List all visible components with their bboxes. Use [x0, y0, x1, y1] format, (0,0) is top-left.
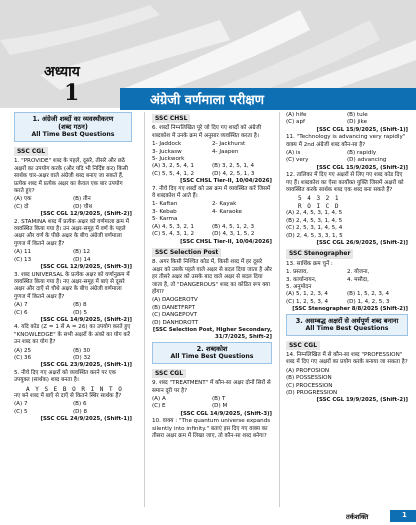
question-source: [SSC Selection Post, Higher Secondary, 31/7/2025, Shift-2]	[152, 326, 272, 341]
question-text: 2. STAMINA शब्द में प्रत्येक अक्षर को वर्णमाला क्रम में व्यवस्थित किया गया है। उन अक्षर-समूह में वर्ण के पहले अक्षर और वर्ण के पीछे अक्षर के बीच अंग्रेजी वर्णमाला गुणज में कितने अक्षर हैं?	[14, 218, 130, 247]
option: (B) 12	[73, 249, 91, 256]
option: (C) 5, 4, 3, 1, 2	[152, 231, 195, 238]
option-row	[14, 310, 132, 317]
list-item: 2- Jackhurst	[212, 141, 246, 148]
question-source: [SSC CGL 19/9/2025, (Shift-2)]	[316, 397, 408, 404]
question-text: 6. शब्दों निम्नलिखित पूरे जो दिए गए शब्दों को अंग्रेजी शब्दकोश में उनके क्रम में अनुसार व्यवस्थित करता है।	[152, 125, 262, 139]
option	[347, 368, 408, 375]
option-row	[152, 171, 272, 178]
option-row	[286, 291, 408, 298]
option-row	[286, 233, 408, 240]
option-row	[286, 119, 408, 126]
question-text: 12. तालिका में दिए गए अक्षरों से लिए गए शब्द कोड दिए गए हैं। शब्दकोश का ऐसा कार्योक्त युक्ति जिसमें अक्षरों को व्यवस्थित करके सार्थक शब्द एक शब्द बना सकते हैं?	[286, 172, 404, 194]
option: (A) 4, 5, 3, 2, 1	[152, 223, 194, 230]
question-source: [SSC CGL 23/9/2025, (Shift-1)]	[40, 362, 132, 369]
question-text: 7. नीचे दिए गए शब्दों को उस क्रम में व्यवस्थित करें जिसमें वे शब्दकोश में आते हैं।	[152, 185, 271, 200]
column-divider	[144, 112, 145, 507]
option: (A) is	[286, 150, 301, 157]
question-source: [SSC CHSL Tier-II, 10/04/2026]	[180, 238, 272, 245]
list-item: 1- Jaddock	[152, 141, 182, 148]
list-item: 3- Juckasw	[152, 148, 182, 155]
chapter-title: अंग्रेजी वर्णमाला परीक्षण	[150, 93, 265, 108]
list-item: 5. अनुमोदन	[286, 283, 312, 290]
option-row	[152, 231, 272, 238]
exam-label: SSC CGL	[14, 147, 48, 156]
option: (A) hife	[286, 112, 307, 118]
option: (B) 4, 5, 1, 2, 3	[212, 223, 254, 230]
list-item: 3. कार्यान्वयन,	[286, 276, 317, 283]
list-item-row	[286, 277, 408, 284]
column-divider	[279, 112, 280, 507]
option: (A) 25	[14, 347, 32, 354]
question-source: [SSC CGL 12/9/2025, (Shift-3)]	[40, 264, 132, 271]
option: (C) DANGEPOVT	[152, 312, 198, 319]
option: (D) 8	[73, 408, 88, 415]
list-item-row	[152, 156, 272, 163]
option: (C) 5, 5, 4, 1, 2	[152, 170, 195, 177]
option	[212, 305, 272, 312]
option: (D) PROGRESSION	[286, 390, 338, 396]
option-row	[152, 224, 272, 231]
option: (B) 1, 5, 2, 3, 4	[347, 291, 389, 298]
question-6	[152, 125, 272, 185]
list-item-row	[152, 216, 272, 223]
question-7	[152, 186, 272, 246]
question-source: [SSC CHSL Tier-II, 10/04/2026]	[180, 178, 272, 185]
question-source: [SSC CGL 14/9/2025, (Shift-2)]	[40, 316, 132, 323]
option: (A) A	[152, 396, 166, 402]
list-item: 4- Karaoke	[212, 208, 242, 215]
question-text: नए बने शब्द में बाएँ से दाएँ से कितने स्थिर सार्थक हैं?	[14, 393, 122, 399]
option-row	[14, 348, 132, 355]
option-row	[152, 297, 272, 304]
option-row	[152, 320, 272, 327]
footer-section-name: तर्कशक्ति	[346, 513, 369, 521]
question-text: 4. यदि कोड (Z = 1 से A = 26) का उपयोग करते हुए "KNOWLEDGE" के सभी अक्षरों के अंको का योग करें उन शब्द का योग है?	[14, 324, 131, 346]
option: (D) jike	[347, 119, 368, 126]
question-9	[152, 380, 272, 418]
option-row	[14, 355, 132, 362]
question-text: 5. नीचे दिए गए अक्षरों को व्यवस्थित करने पर एक उपयुक्त (सार्थक) शब्द बनता है।	[14, 369, 117, 384]
list-item: 2- Kayak	[212, 201, 237, 208]
question-11	[286, 134, 408, 172]
option	[212, 312, 272, 319]
option: (D) 1, 4, 2, 5, 3	[347, 298, 390, 305]
question-source: [SSC Stenographer 8/8/2025 (Shift-2)]	[292, 306, 408, 313]
option: (C) 2, 5, 3, 1, 4, 5, 4	[286, 225, 343, 232]
option-row	[286, 390, 408, 397]
option: (A) 3, 2, 5, 4, 1	[152, 163, 194, 170]
option-row	[286, 210, 408, 217]
list-item	[212, 156, 272, 163]
list-item-row	[286, 269, 408, 276]
option: (A) एक	[14, 196, 32, 203]
option: (C) E	[152, 403, 166, 410]
option	[347, 390, 408, 397]
section-heading-2: 2. शब्दकोश All Time Best Questions	[152, 342, 272, 364]
option	[212, 320, 272, 327]
question-text: 3. शब्द UNIVERSAL के प्रत्येक अक्षर को वर्णानुक्रम में व्यवस्थित किया गया है। नए अक्षर-समूह में बाएं से दूसरे अक्षर और दाएँ से चौथे अक्षर के बीच अंग्रेजी वर्णमाला गुणज में कितने अक्षर हैं?	[14, 271, 130, 300]
option: (C) very	[286, 157, 309, 164]
list-item-row	[152, 149, 272, 156]
question-text: 10. वाक्य : "The quantum universe expands silently into infinity." बताएं इस दिए गए वाक्य का तीसरा अक्षर क्रम में लिखा जाए, तो कौन-सा शब्द बनेगा?	[152, 418, 271, 440]
option-row	[286, 218, 408, 225]
question-13	[286, 261, 408, 314]
option-row	[14, 204, 132, 211]
question-source: [SSC CGL 12/9/2025, (Shift-2)]	[40, 211, 132, 218]
option-row	[14, 302, 132, 309]
question-source: [SSC CGL 26/9/2025, (Shift-2)]	[316, 239, 408, 246]
option: (A) DAOGEROTV	[152, 297, 198, 304]
list-item: 1. प्रस्ताव,	[286, 269, 308, 276]
option-row	[286, 375, 408, 382]
exam-label: SSC CGL	[152, 369, 186, 378]
option	[347, 218, 408, 225]
option: (D) 5	[73, 309, 88, 316]
option-row	[152, 396, 272, 403]
option: (A) 11	[14, 249, 32, 256]
option	[347, 375, 408, 382]
option: (D) advancing	[347, 157, 387, 164]
option	[347, 383, 408, 390]
option-row	[286, 112, 408, 119]
option: (A) 2, 4, 5, 3, 1, 4, 5	[286, 210, 343, 217]
option: (D) चौथ	[73, 203, 93, 210]
option: (B) tule	[347, 112, 368, 118]
option: (C) दो	[14, 203, 29, 210]
option: (C) 5	[14, 408, 28, 415]
option-row	[286, 150, 408, 157]
question-source: [SSC CGL 24/9/2025, (Shift-1)]	[40, 416, 132, 423]
question-10-options	[286, 112, 408, 127]
option: (B) 2, 4, 5, 3, 1, 4, 5	[286, 217, 343, 224]
option	[347, 210, 408, 217]
option-row	[14, 409, 132, 416]
option-row	[14, 249, 132, 256]
list-item-row	[152, 201, 272, 208]
option: (D) M	[212, 403, 228, 410]
option	[347, 225, 408, 232]
option: (B) 3, 2, 5, 1, 4	[212, 163, 254, 170]
list-item-row	[152, 141, 272, 148]
question-text: 8. अगर किसी निश्चित कोड में, किसी शब्द में हर दूसरे अक्षर को उसके पहले वाले अक्षर से बदल दिया जाता है और हर तीसरे अक्षर को उसके बाद वाले अक्षर से बदल दिया जाता है, तो "DANGEROUS" शब्द का कोडित रूप क्या होगा?	[152, 259, 272, 295]
option: (B) 8	[73, 302, 87, 309]
question-text: 1. "PROVIDE" शब्द के पहले, दूसरे, तीसरे और छठे अक्षरों का उपयोग करके (और यदि भी निर्दिष्ट कर) किसी सार्थक चार-अक्षर वाले अंग्रेजी शब्द बनाए जा सकते हैं, प्रत्येक शब्द में प्रत्येक अक्षर का केवल एक बार उपयोग करते हुए?	[14, 158, 128, 195]
list-item	[212, 216, 272, 223]
option: (A) 5, 1, 2, 3, 4	[286, 291, 328, 298]
option-row	[286, 299, 408, 306]
option: (D) 14	[73, 256, 91, 263]
option: (B) POSSESSION	[286, 375, 332, 382]
option-row	[286, 225, 408, 232]
letter-sequence: 5 4 3 2 1	[298, 195, 340, 203]
list-item: 1- Kaftan	[152, 201, 178, 208]
exam-label: SSC Selection Post	[152, 248, 221, 257]
option: (B) DANETFRPT	[152, 304, 196, 311]
option-row	[152, 163, 272, 170]
option-row	[14, 401, 132, 408]
option-row	[14, 196, 132, 203]
exam-label: SSC Stenographer	[286, 249, 353, 258]
exam-label: SSC CHSL	[152, 114, 190, 123]
option: (C) 36	[14, 354, 32, 361]
list-item	[347, 284, 408, 291]
section-heading-3: 3. असम्बद्ध अक्षरों से अर्थपूर्ण शब्द बनाना All Time Best Questions	[286, 314, 408, 336]
question-12	[286, 172, 408, 247]
column-3	[286, 112, 408, 405]
option	[347, 233, 408, 240]
chapter-number: 1	[64, 80, 80, 106]
option: (C) apf	[286, 119, 305, 126]
option: (C) 1, 2, 5, 3, 4	[286, 298, 329, 305]
option-row	[286, 157, 408, 164]
option: (B) तीन	[73, 196, 91, 203]
list-item: 4- Jaapen	[212, 148, 239, 155]
page-number: 1	[402, 511, 407, 519]
option-row	[286, 383, 408, 390]
chapter-label: अध्याय	[44, 64, 80, 80]
option: (A) PROFOSION	[286, 367, 330, 374]
list-item: 3- Kebab	[152, 208, 177, 215]
question-text: 14. निम्नलिखित में से कौन-सा शब्द "PROFESSION" शब्द में दिए गए अक्षरों का प्रयोग करके बनाया जा सकता है?	[286, 351, 408, 366]
option: (D) 2, 4, 5, 3, 3, 1, 5	[286, 232, 343, 239]
list-item: 2. योजना,	[347, 269, 370, 276]
option: (C) 13	[14, 256, 32, 263]
list-item: 4. मसौदा,	[347, 276, 369, 283]
question-text: 9. शब्द "TREATMENT" में कौन-सा अक्षर दोनों सिरों से समान दूरी पर है?	[152, 380, 271, 394]
option: (C) PROCESSION	[286, 382, 333, 389]
question-text: 13. सार्थिक क्रम चुनें :	[286, 260, 333, 267]
list-item-row	[286, 284, 408, 291]
option: (B) rapidly	[347, 150, 377, 157]
option-row	[152, 312, 272, 319]
option: (D) DANHDROTT	[152, 319, 199, 326]
question-source: [SSC CGL 15/9/2025, (Shift-2)]	[316, 164, 408, 171]
question-14	[286, 352, 408, 405]
question-list	[14, 158, 132, 423]
option: (B) 30	[73, 347, 91, 354]
option: (C) 6	[14, 309, 28, 316]
option: (A) 7	[14, 401, 28, 408]
option: (B) 6	[73, 401, 87, 408]
letter-sequence: A Y S E B O R I N T O	[26, 385, 123, 393]
option: (A) 7	[14, 302, 28, 309]
list-item: 5- Juckwork	[152, 156, 185, 163]
column-1	[14, 112, 132, 424]
question-8	[152, 259, 272, 341]
question-text: 11. "Technology is advancing very rapidly" वाक्य में 2nd अंग्रेजी शब्द कौन-सा है?	[286, 134, 406, 148]
column-2	[152, 112, 272, 441]
option-row	[286, 368, 408, 375]
section-heading-1: 1. अंग्रेजी शब्दों का व्यवस्थीकरण (शब्द गठन) All Time Best Questions	[14, 112, 132, 142]
letter-sequence: R O I C D	[298, 202, 340, 210]
option-row	[152, 403, 272, 410]
list-item-row	[152, 209, 272, 216]
option: (D) 4, 2, 5, 1, 3	[212, 170, 255, 177]
question-source: [SSC CGL 14/9/2025, (Shift-3)]	[180, 410, 272, 417]
question-source: [SSC CGL 15/9/2025, (Shift-1)]	[316, 126, 408, 133]
exam-label: SSC CGL	[286, 341, 320, 350]
list-item: 5- Karma	[152, 216, 178, 223]
option: (B) T	[212, 396, 226, 402]
option-row	[14, 257, 132, 264]
option: (D) 4, 3, 1, 5, 2	[212, 231, 255, 238]
question-10	[152, 418, 272, 440]
option-row	[152, 305, 272, 312]
option	[212, 297, 272, 304]
option: (D) 32	[73, 354, 91, 361]
